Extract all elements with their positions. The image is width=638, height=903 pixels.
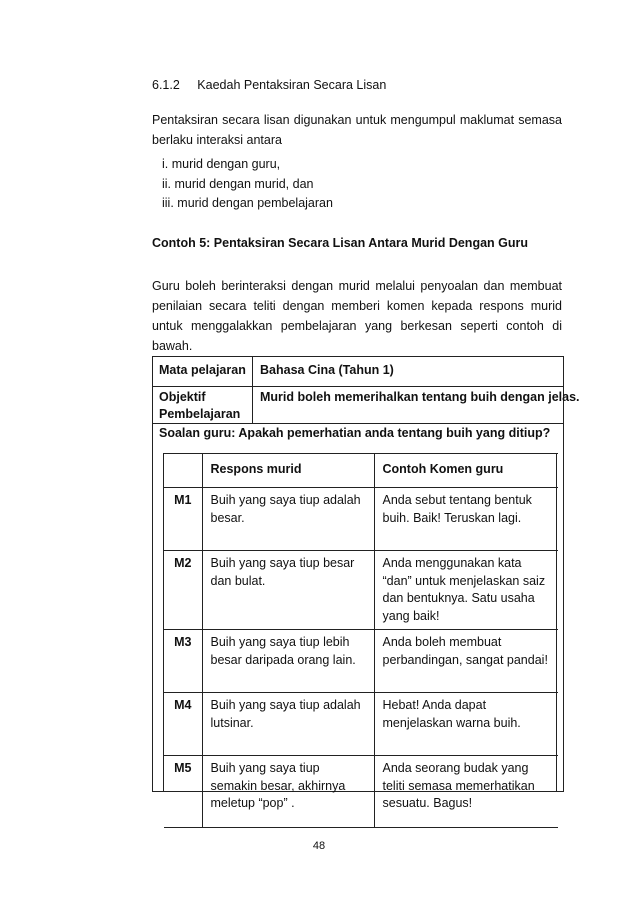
response-text: Buih yang saya tiup semakin besar, akhirnya meletup “pop” . xyxy=(202,756,374,828)
comment-text: Anda menggunakan kata “dan” untuk menjelaskan saiz dan bentuknya. Satu usaha yang baik! xyxy=(374,551,558,630)
objective-label: Objektif Pembelajaran xyxy=(159,390,241,421)
response-text: Buih yang saya tiup adalah besar. xyxy=(202,488,374,551)
response-text: Buih yang saya tiup besar dan bulat. xyxy=(202,551,374,630)
interaction-list xyxy=(162,155,333,214)
table-header-row xyxy=(164,454,558,488)
example-title: Contoh 5: Pentaksiran Secara Lisan Antara Murid Dengan Guru xyxy=(152,236,529,250)
page-number: 48 xyxy=(312,840,326,852)
list-item: i. murid dengan guru, xyxy=(162,157,281,171)
header-cell xyxy=(164,454,202,488)
comment-text: Anda sebut tentang bentuk buih. Baik! Teruskan lagi. xyxy=(374,488,558,551)
response-id: M2 xyxy=(164,551,202,630)
response-id: M5 xyxy=(164,756,202,828)
header-cell: Contoh Komen guru xyxy=(374,454,558,488)
response-table xyxy=(163,453,557,810)
table-row xyxy=(164,693,558,756)
response-id: M4 xyxy=(164,693,202,756)
lesson-table xyxy=(152,356,580,810)
intro-paragraph: Pentaksiran secara lisan digunakan untuk mengumpul maklumat semasa berlaku interaksi antara xyxy=(152,113,562,147)
response-id: M3 xyxy=(164,630,202,693)
table-row xyxy=(164,551,558,630)
response-id: M1 xyxy=(164,488,202,551)
column-divider xyxy=(252,357,253,424)
section-heading xyxy=(152,78,386,92)
subject-row xyxy=(153,357,563,387)
subject-value: Bahasa Cina (Tahun 1) xyxy=(260,363,394,377)
objective-value: Murid boleh memerihalkan tentang buih dengan jelas. xyxy=(260,390,580,404)
comment-text: Hebat! Anda dapat menjelaskan warna buih. xyxy=(374,693,558,756)
section-title: Kaedah Pentaksiran Secara Lisan xyxy=(197,78,387,92)
list-item: ii. murid dengan murid, dan xyxy=(162,176,314,191)
comment-text: Anda boleh membuat perbandingan, sangat pandai! xyxy=(374,630,558,693)
comment-text: Anda seorang budak yang teliti semasa memerhatikan sesuatu. Bagus! xyxy=(374,756,558,828)
teacher-question: Soalan guru: Apakah pemerhatian anda tentang buih yang ditiup? xyxy=(159,426,551,440)
objective-row xyxy=(153,387,580,424)
table-row xyxy=(164,488,558,551)
table-row xyxy=(164,756,558,828)
response-text: Buih yang saya tiup lebih besar daripada orang lain. xyxy=(202,630,374,693)
example-paragraph: Guru boleh berinteraksi dengan murid melalui penyoalan dan membuat penilaian secara teliti dengan memberi komen kepada respons murid untuk menggalakkan pembelajaran yang berkesan seperti contoh di bawah. xyxy=(152,279,562,353)
list-item: iii. murid dengan pembelajaran xyxy=(162,196,333,210)
section-number: 6.1.2 xyxy=(152,78,180,92)
table-row xyxy=(164,630,558,693)
header-cell: Respons murid xyxy=(202,454,374,488)
subject-label: Mata pelajaran xyxy=(159,363,246,377)
response-text: Buih yang saya tiup adalah lutsinar. xyxy=(202,693,374,756)
